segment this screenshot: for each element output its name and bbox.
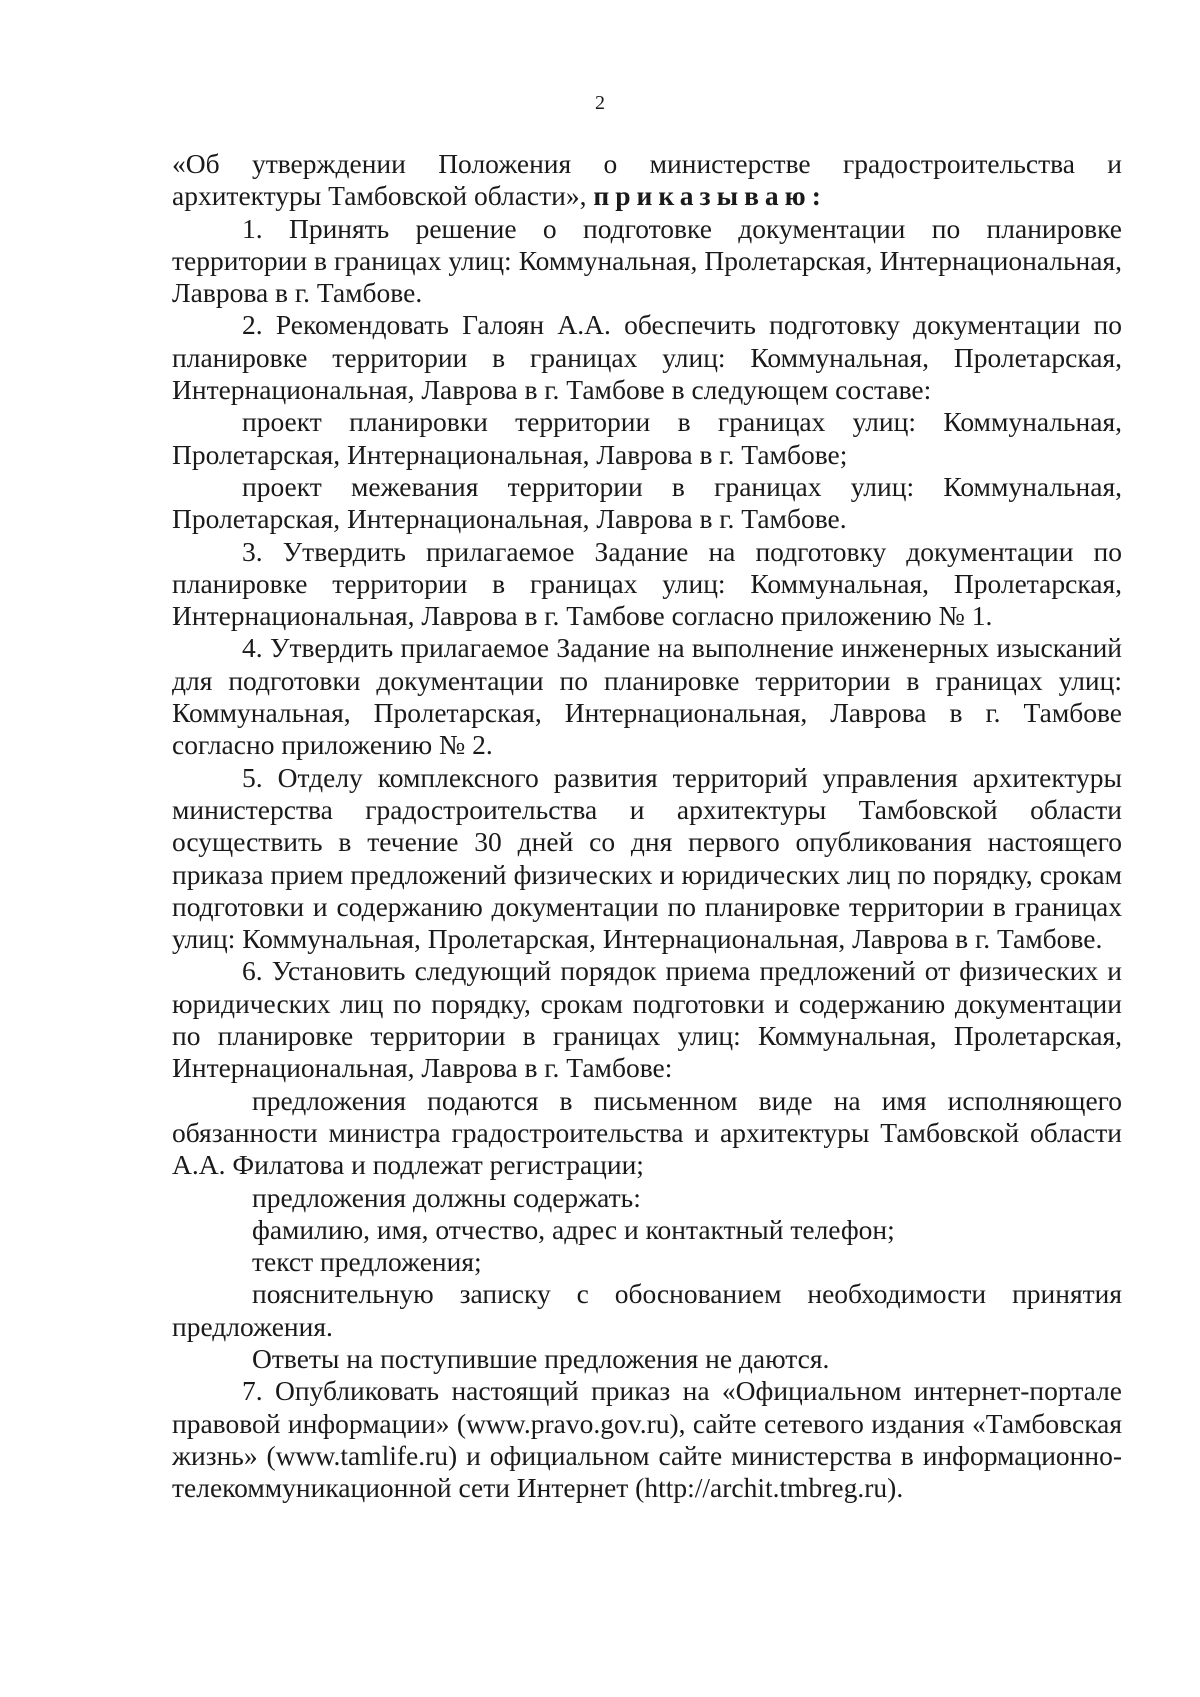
document-body xyxy=(172,148,1122,1504)
paragraph-6-item-c: фамилию, имя, отчество, адрес и контактный телефон; xyxy=(252,1213,895,1245)
paragraph-4: 4. Утвердить прилагаемое Задание на выполнение инженерных изысканий для подготовки документации по планировке территории в границах улиц: Коммунальная, Пролетарская, Интернациональная, Лаврова в г. Тамбове согласно приложению № 2. xyxy=(172,632,1122,761)
paragraph-7: 7. Опубликовать настоящий приказ на «Официальном интернет-портале правовой информации» (www.pravo.gov.ru), сайте сетевого издания «Тамбовская жизнь» (www.tamlife.ru) и официальном сайте министерства в информационно-телекоммуникационной сети Интернет (http://archit.tmbreg.ru). xyxy=(172,1375,1122,1504)
paragraph-6-item-e: пояснительную записку с обоснованием необходимости принятия предложения. xyxy=(172,1278,1122,1342)
paragraph-6-item-b: предложения должны содержать: xyxy=(252,1181,641,1213)
paragraph-5: 5. Отделу комплексного развития территорий управления архитектуры министерства градостроительства и архитектуры Тамбовской области осуществить в течение 30 дней со дня первого опубликования настоящего приказа прием предложений физических и юридических лиц по порядку, срокам подготовки и содержанию документации по планировке территории в границах улиц: Коммунальная, Пролетарская, Интернациональная, Лаврова в г. Тамбове. xyxy=(172,761,1122,955)
paragraph-6-item-f: Ответы на поступившие предложения не даются. xyxy=(252,1342,830,1374)
paragraph-6: 6. Установить следующий порядок приема предложений от физических и юридических лиц по порядку, срокам подготовки и содержанию документации по планировке территории в границах улиц: Коммунальная, Пролетарская, Интернациональная, Лаврова в г. Тамбове: xyxy=(172,955,1122,1084)
paragraph-2-item-a: проект планировки территории в границах улиц: Коммунальная, Пролетарская, Интернациональная, Лаврова в г. Тамбове; xyxy=(172,406,1122,470)
paragraph-2: 2. Рекомендовать Галоян А.А. обеспечить подготовку документации по планировке территории в границах улиц: Коммунальная, Пролетарская, Интернациональная, Лаврова в г. Тамбове в следующем составе: xyxy=(172,309,1122,406)
order-keyword: приказываю: xyxy=(593,180,827,212)
paragraph-2-item-b: проект межевания территории в границах улиц: Коммунальная, Пролетарская, Интернациональная, Лаврова в г. Тамбове. xyxy=(172,470,1122,535)
paragraph-3: 3. Утвердить прилагаемое Задание на подготовку документации по планировке территории в границах улиц: Коммунальная, Пролетарская, Интернациональная, Лаврова в г. Тамбове согласно приложению № 1. xyxy=(172,535,1122,632)
intro-paragraph xyxy=(172,148,1122,213)
paragraph-6-item-a: предложения подаются в письменном виде на имя исполняющего обязанности министра градостроительства и архитектуры Тамбовской области А.А. Филатова и подлежат регистрации; xyxy=(172,1084,1122,1181)
paragraph-6-item-d: текст предложения; xyxy=(252,1246,482,1278)
page-number: 2 xyxy=(595,92,605,114)
paragraph-1: 1. Принять решение о подготовке документации по планировке территории в границах улиц: Коммунальная, Пролетарская, Интернациональная, Лаврова в г. Тамбове. xyxy=(172,212,1122,309)
intro-text: «Об утверждении Положения о министерстве градостроительства и архитектуры Тамбовской области», xyxy=(172,148,1122,212)
